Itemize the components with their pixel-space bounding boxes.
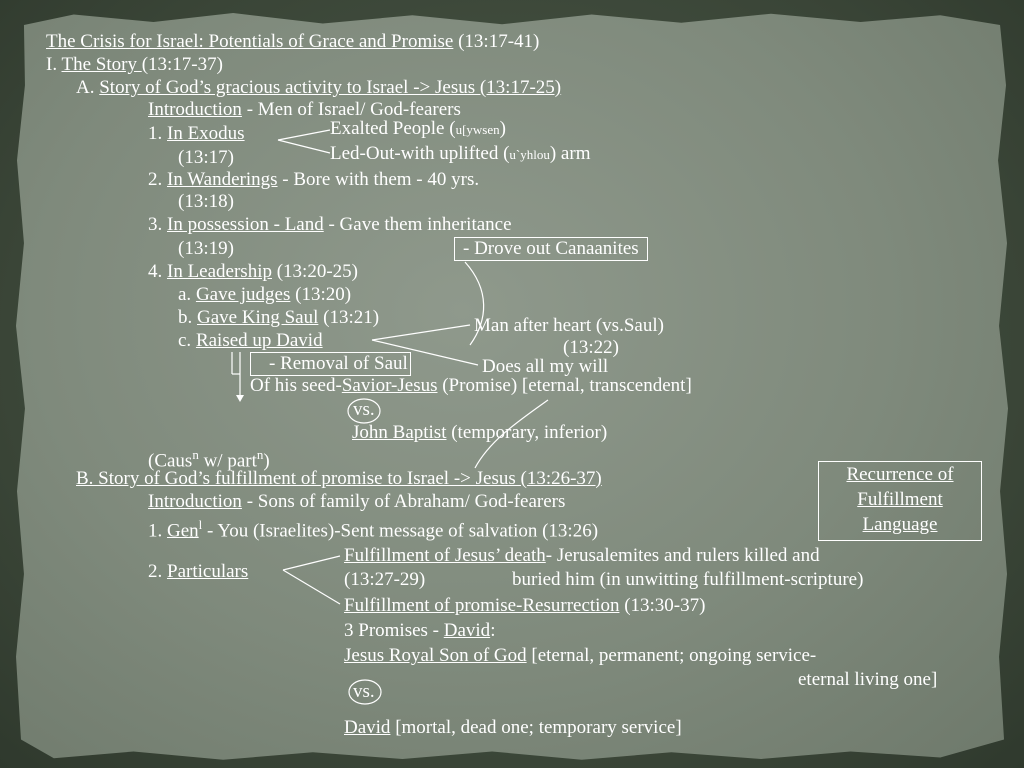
removal-arrow-head bbox=[236, 395, 244, 402]
slide-title: The Crisis for Israel: Potentials of Grace and Promise (13:17-41) bbox=[46, 31, 540, 52]
intro-a: Introduction - Men of Israel/ God-fearers bbox=[148, 99, 461, 120]
item-judges: a. Gave judges (13:20) bbox=[178, 284, 352, 305]
recurrence-line-2: Fulfillment bbox=[857, 489, 943, 510]
seed-line: Of his seed-Savior-Jesus (Promise) [eternal, transcendent] bbox=[250, 375, 692, 396]
item-saul: b. Gave King Saul (13:21) bbox=[178, 307, 380, 328]
david-connector-top bbox=[372, 325, 470, 340]
particulars-connector-top bbox=[283, 556, 340, 570]
heart-ref: (13:22) bbox=[563, 337, 619, 358]
particulars-connector-bottom bbox=[283, 570, 340, 604]
recurrence-line-3: Language bbox=[862, 514, 938, 535]
section-b: B. Story of God’s fulfillment of promise to Israel -> Jesus (13:26-37) bbox=[76, 468, 602, 489]
wanderings-ref: (13:18) bbox=[178, 191, 234, 212]
item-leadership: 4. In Leadership (13:20-25) bbox=[148, 261, 358, 282]
exodus-branch-2: Led-Out-with uplifted (u`yhlou) arm bbox=[330, 143, 591, 164]
item-david: c. Raised up David bbox=[178, 330, 323, 351]
exodus-branch-1: Exalted People (u[ywsen) bbox=[330, 118, 506, 139]
jesus-death: Fulfillment of Jesus’ death- Jerusalemites and rulers killed and bbox=[344, 545, 820, 566]
vs-1: vs. bbox=[353, 399, 375, 420]
causation-note: (Caus$^n$ w/ part$^n$) bbox=[148, 447, 270, 472]
section-1: I. The Story (13:17-37) bbox=[46, 54, 223, 75]
exodus-connector-bottom bbox=[278, 140, 330, 153]
vs-2: vs. bbox=[353, 681, 375, 702]
item-exodus: 1. In Exodus bbox=[148, 123, 245, 144]
recurrence-line-1: Recurrence of bbox=[846, 464, 954, 485]
item-wanderings: 2. In Wanderings - Bore with them - 40 yrs. bbox=[148, 169, 480, 190]
resurrection: Fulfillment of promise-Resurrection (13:30-37) bbox=[344, 595, 706, 616]
jesus-death-ref: (13:27-29) bbox=[344, 569, 426, 590]
item-possession: 3. In possession - Land - Gave them inheritance bbox=[148, 214, 512, 235]
will-text: Does all my will bbox=[482, 356, 609, 377]
removal-box: - Removal of Saul bbox=[250, 352, 411, 376]
section-a: A. Story of God’s gracious activity to Israel -> Jesus (13:17-25) bbox=[76, 77, 562, 98]
david-mortal: David [mortal, dead one; temporary service] bbox=[344, 717, 682, 738]
item-particulars: 2. Particulars bbox=[148, 561, 249, 582]
possession-ref: (13:19) bbox=[178, 238, 234, 259]
john-baptist: John Baptist (temporary, inferior) bbox=[352, 422, 608, 443]
three-promises: 3 Promises - David: bbox=[344, 620, 496, 641]
heart-text: Man after heart (vs.Saul) bbox=[474, 315, 664, 336]
jesus-royal: Jesus Royal Son of God [eternal, permanent; ongoing service- bbox=[344, 645, 817, 666]
canaanites-box: - Drove out Canaanites bbox=[454, 237, 648, 261]
exodus-ref: (13:17) bbox=[178, 147, 234, 168]
recurrence-box bbox=[818, 461, 982, 541]
exodus-connector-top bbox=[278, 130, 330, 140]
jesus-death-cont: buried him (in unwitting fulfillment-scripture) bbox=[512, 569, 864, 590]
item-general: 1. Gen$^l$ - You (Israelites)-Sent message of salvation (13:26) bbox=[148, 517, 599, 542]
jesus-royal-cont: eternal living one] bbox=[798, 669, 938, 690]
intro-b: Introduction - Sons of family of Abraham/ God-fearers bbox=[148, 491, 566, 512]
